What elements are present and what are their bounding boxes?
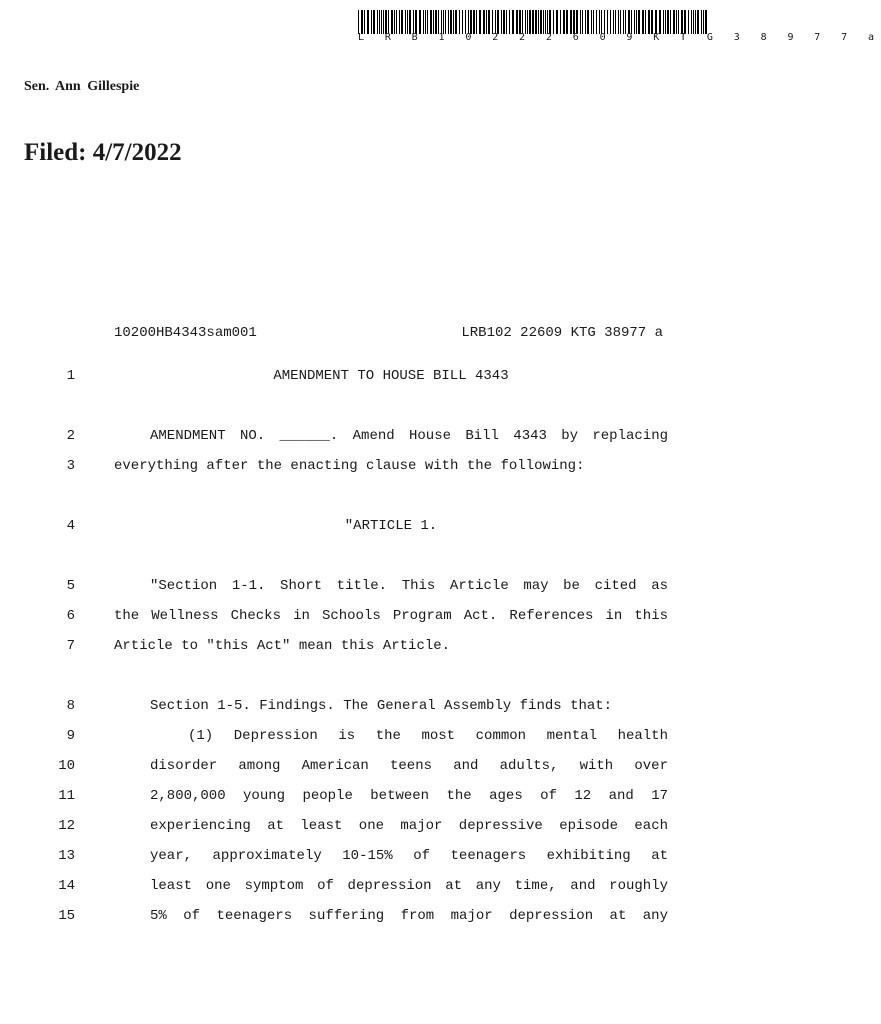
article-heading: "ARTICLE 1. xyxy=(344,518,438,534)
line-text: disorder among American teens and adults, with over xyxy=(150,758,668,774)
line-row xyxy=(0,818,770,838)
line-row xyxy=(0,368,770,388)
line-number: 9 xyxy=(66,728,75,744)
line-number: 14 xyxy=(58,878,75,894)
filed-date: Filed: 4/7/2022 xyxy=(24,139,182,166)
line-row xyxy=(0,608,770,628)
line-row xyxy=(0,908,770,928)
line-row xyxy=(0,728,770,748)
line-text: "Section 1-1. Short title. This Article may be cited as xyxy=(150,578,668,594)
line-text: everything after the enacting clause with the following: xyxy=(114,458,585,474)
line-number: 1 xyxy=(66,368,75,384)
line-number: 4 xyxy=(66,518,75,534)
line-number: 11 xyxy=(58,788,75,804)
lrb-code: LRB102 22609 KTG 38977 a xyxy=(461,325,663,341)
line-row xyxy=(0,638,770,658)
line-row xyxy=(0,848,770,868)
line-text: least one symptom of depression at any time, and roughly xyxy=(150,878,668,894)
line-text: AMENDMENT NO. ______. Amend House Bill 4343 by replacing xyxy=(150,428,668,444)
line-number: 3 xyxy=(66,458,75,474)
line-row xyxy=(0,698,770,718)
line-number: 7 xyxy=(66,638,75,654)
line-number: 13 xyxy=(58,848,75,864)
line-text: the Wellness Checks in Schools Program Act. References in this xyxy=(114,608,668,624)
line-text: (1) Depression is the most common mental health xyxy=(188,728,668,744)
sponsor-name: Sen. Ann Gillespie xyxy=(24,79,140,94)
line-number: 12 xyxy=(58,818,75,834)
line-row xyxy=(0,758,770,778)
amendment-title: AMENDMENT TO HOUSE BILL 4343 xyxy=(273,368,509,384)
line-row xyxy=(0,458,770,478)
document-id: 10200HB4343sam001 xyxy=(114,325,257,341)
line-text: 5% of teenagers suffering from major depression at any xyxy=(150,908,668,924)
line-number: 5 xyxy=(66,578,75,594)
line-number: 6 xyxy=(66,608,75,624)
line-row xyxy=(0,878,770,898)
line-text: year, approximately 10-15% of teenagers exhibiting at xyxy=(150,848,668,864)
line-text: Article to "this Act" mean this Article. xyxy=(114,638,451,654)
line-text: 2,800,000 young people between the ages of 12 and 17 xyxy=(150,788,668,804)
line-number: 15 xyxy=(58,908,75,924)
line-number: 2 xyxy=(66,428,75,444)
line-text: experiencing at least one major depressive episode each xyxy=(150,818,668,834)
line-number: 8 xyxy=(66,698,75,714)
line-row xyxy=(0,428,770,448)
barcode xyxy=(358,10,706,34)
line-row xyxy=(0,578,770,598)
line-row xyxy=(0,788,770,808)
line-number: 10 xyxy=(58,758,75,774)
line-row xyxy=(0,518,770,538)
line-text: Section 1-5. Findings. The General Assembly finds that: xyxy=(150,698,613,714)
barcode-text: L R B 1 0 2 2 2 6 0 9 K T G 3 8 9 7 7 a xyxy=(358,32,881,43)
